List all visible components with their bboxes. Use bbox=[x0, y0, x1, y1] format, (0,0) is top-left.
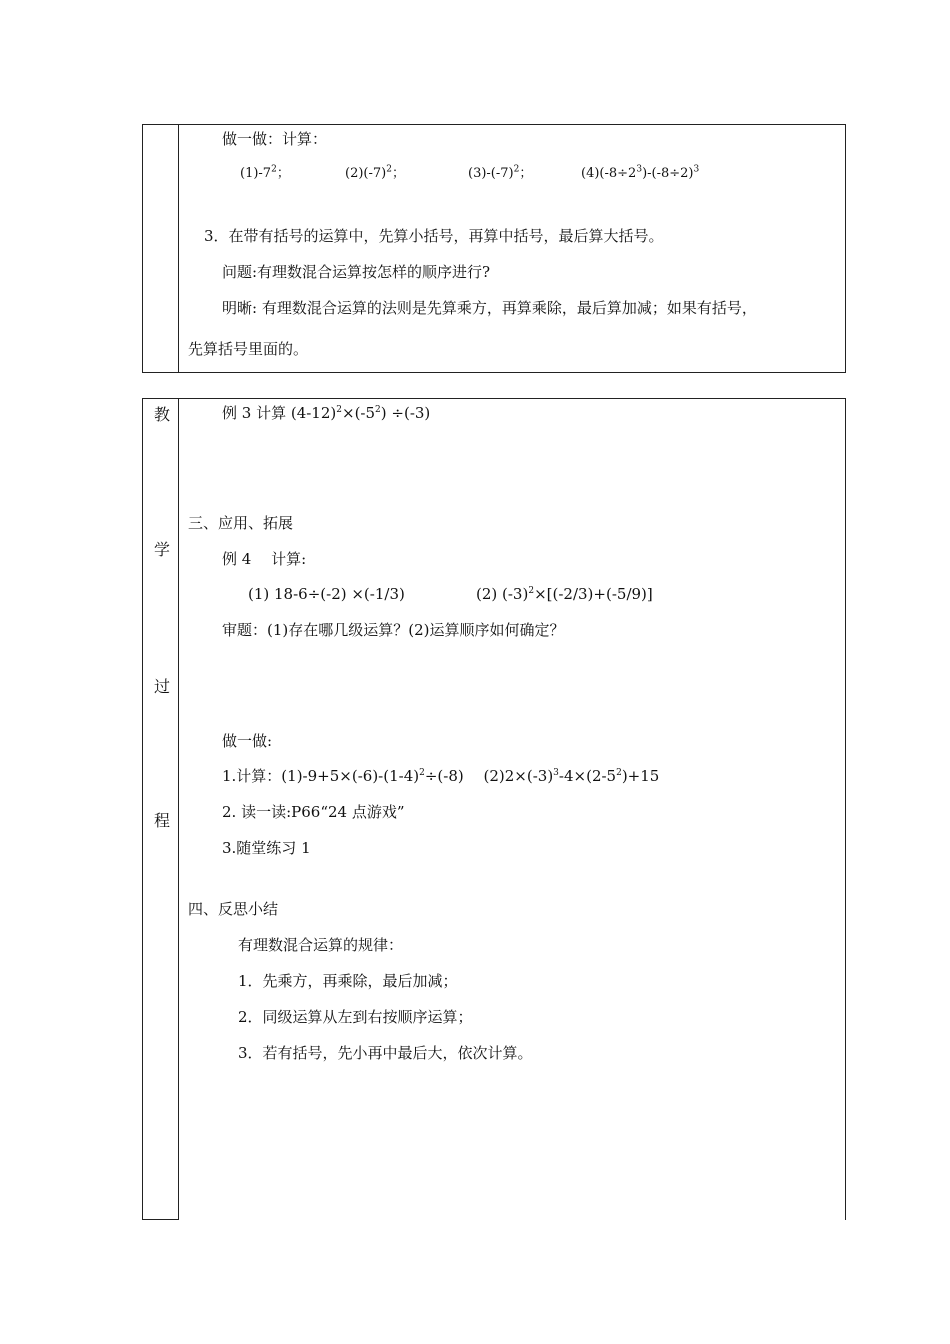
read-item: 2. 读一读:P66“24 点游戏” bbox=[222, 803, 405, 821]
table-block-2-bottom bbox=[142, 1219, 179, 1220]
point-3: 3．在带有括号的运算中，先算小括号，再算中括号，最后算大括号。 bbox=[204, 227, 664, 245]
table-block-1 bbox=[142, 124, 846, 373]
rules-title: 有理数混合运算的规律： bbox=[238, 936, 404, 954]
side-label-jiao: 教 bbox=[153, 405, 170, 424]
table-block-1-divider bbox=[178, 124, 179, 373]
rule-3: 3．若有括号，先小再中最后大，依次计算。 bbox=[238, 1044, 533, 1062]
question-text: 问题:有理数混合运算按怎样的顺序进行? bbox=[222, 263, 491, 281]
clarify-line-1: 明晰: 有理数混合运算的法则是先算乘方，再算乘除，最后算加减；如果有括号， bbox=[222, 299, 757, 317]
exercise-3: $(3)-(-7)^2$； bbox=[468, 164, 533, 181]
review-question: 审题：(1)存在哪几级运算？(2)运算顺序如何确定？ bbox=[222, 621, 565, 639]
section-3-heading: 三、应用、拓展 bbox=[188, 514, 294, 532]
side-label-xue: 学 bbox=[153, 540, 170, 559]
section-4-heading: 四、反思小结 bbox=[188, 900, 279, 918]
table-block-2-divider bbox=[178, 398, 179, 1220]
exercise-2: $(2)(-7)^2$； bbox=[345, 164, 405, 181]
exercise-1: $(1)-7^2$； bbox=[240, 164, 290, 181]
example-3: 例 3 计算 $(4-12)^2\times(-5^2) \div(-3)$ bbox=[222, 404, 431, 422]
example-4: 例 4 计算: bbox=[222, 550, 307, 568]
side-label-guo: 过 bbox=[153, 677, 170, 696]
rule-1: 1．先乘方，再乘除，最后加减； bbox=[238, 972, 458, 990]
example-4-part-2: (2) $(-3)^2\times[(-2/3)+(-5/9)]$ bbox=[476, 585, 653, 603]
example-4-part-1: (1) 18-6÷(-2) ×(-1/3) bbox=[248, 585, 405, 603]
clarify-line-2: 先算括号里面的。 bbox=[188, 340, 309, 358]
calc-exercises: 1.计算：$(1)-9+5\times(-6)-(1-4)^2\div(-8)$ $(2)2\times(-3)^3-4\times(2-5^2)+15$ bbox=[222, 767, 660, 785]
rule-2: 2．同级运算从左到右按顺序运算； bbox=[238, 1008, 473, 1026]
exercise-4: $(4)(-8\div 2^3)-(-8\div 2)^3$ bbox=[581, 164, 700, 181]
do-it-heading: 做一做：计算： bbox=[222, 130, 328, 148]
do-it-2-heading: 做一做: bbox=[222, 732, 273, 750]
side-label-cheng: 程 bbox=[153, 811, 170, 830]
practice-item: 3.随堂练习 1 bbox=[222, 839, 311, 857]
